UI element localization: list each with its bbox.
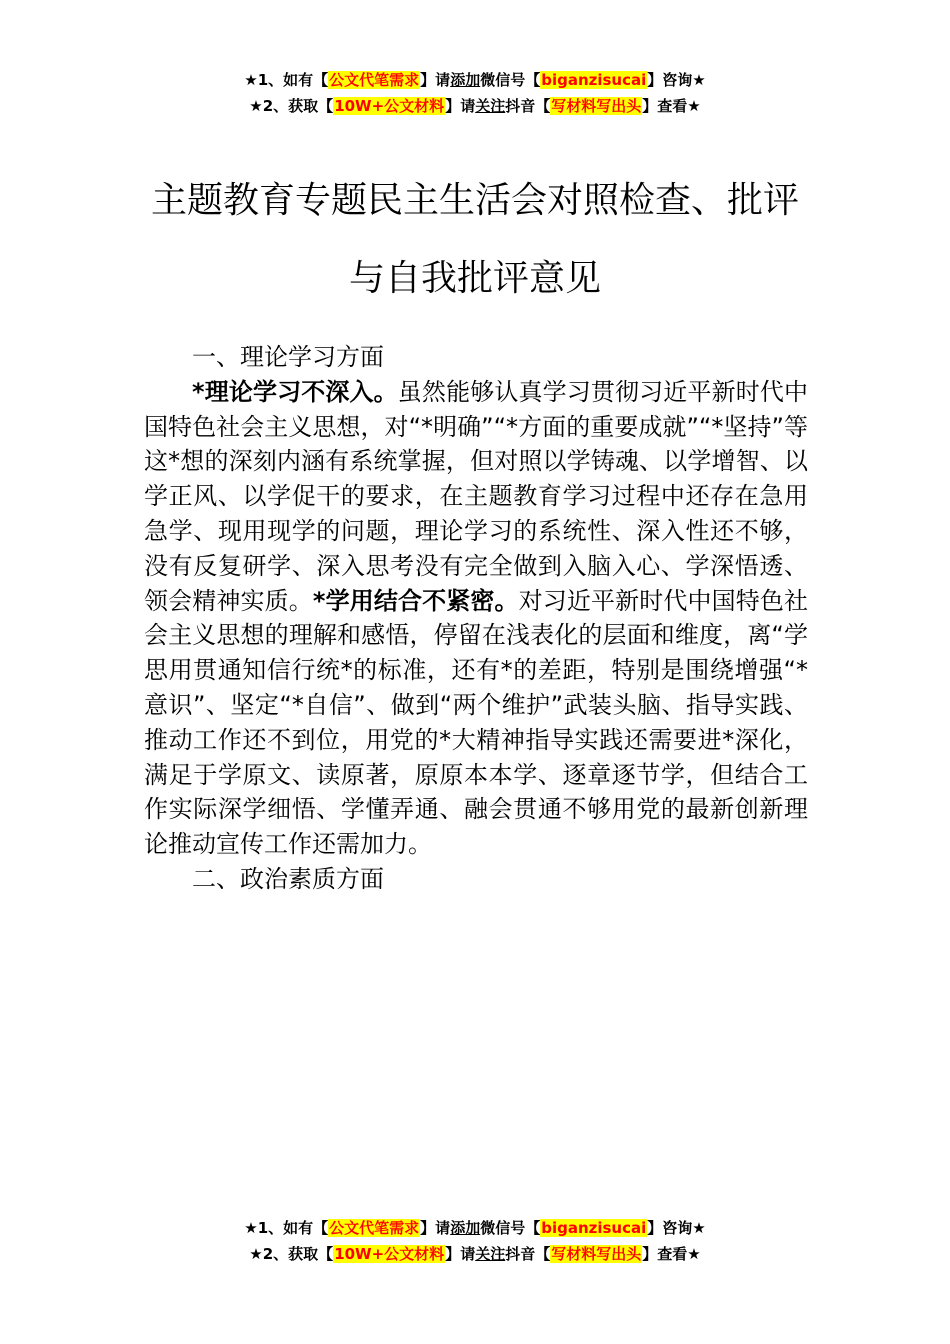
banner-highlight: 写材料写出头	[551, 97, 642, 115]
banner-line-1	[0, 67, 950, 93]
banner-underlined: 关注	[475, 97, 506, 115]
banner-line-2	[0, 93, 950, 119]
banner-highlight: biganzisucai	[541, 71, 647, 89]
banner-text: 】请	[445, 97, 476, 115]
banner-text: 】查看★	[642, 1245, 701, 1263]
banner-highlight: 10W+公文材料	[334, 97, 445, 115]
banner-text: ★1、如有【	[244, 71, 329, 89]
banner-highlight: 写材料写出头	[551, 1245, 642, 1263]
banner-text: 】查看★	[642, 97, 701, 115]
bold-lead: *学用结合不紧密。	[312, 586, 519, 615]
banner-text: 】咨询★	[647, 71, 706, 89]
banner-underlined: 添加	[450, 1219, 481, 1237]
section-heading: 一、理论学习方面	[192, 343, 384, 371]
banner-underlined: 添加	[450, 71, 481, 89]
banner-text: 抖音【	[505, 97, 551, 115]
banner-text: 】请	[420, 71, 451, 89]
banner-line-2	[0, 1241, 950, 1267]
banner-text: 微信号【	[480, 71, 541, 89]
banner-highlight: biganzisucai	[541, 1219, 647, 1237]
banner-text: 】咨询★	[647, 1219, 706, 1237]
banner-highlight: 公文代笔需求	[329, 1219, 420, 1237]
banner-text: 微信号【	[480, 1219, 541, 1237]
document-title	[0, 162, 950, 318]
header-banner	[0, 67, 950, 119]
title-line-1: 主题教育专题民主生活会对照检查、批评	[150, 180, 799, 221]
footer-banner	[0, 1215, 950, 1267]
banner-highlight: 公文代笔需求	[329, 71, 420, 89]
banner-text: ★1、如有【	[244, 1219, 329, 1237]
banner-text: 抖音【	[505, 1245, 551, 1263]
document-body	[144, 340, 808, 897]
banner-highlight: 10W+公文材料	[334, 1245, 445, 1263]
banner-text: 】请	[420, 1219, 451, 1237]
section-heading: 二、政治素质方面	[192, 864, 384, 893]
body-paragraph	[144, 375, 808, 862]
paragraph-text: 对习近平新时代中国特色社会主义思想的理解和感悟，停留在浅表化的层面和维度，离“学思用贯通知信行统*的标准，还有*的差距，特别是围绕增强“*意识”、坚定“*自信”、做到“两个维护”武装头脑、指导实践、推动工作还不到位，用党的*大精神指导实践还需要进*深化，满足于学原文、读原著，原原本本学、逐章逐节学，但结合工作实际深学细悟、学懂弄通、融会贯通不够用党的最新创新理论推动宣传工作还需加力。	[144, 586, 808, 859]
paragraph-text: 虽然能够认真学习贯彻习近平新时代中国特色社会主义思想，对“*明确”“*方面的重要成就”“*坚持”等这*想的深刻内涵有系统掌握，但对照以学铸魂、以学增智、以学正风、以学促干的要求，在主题教育学习过程中还存在急用急学、现用现学的问题，理论学习的系统性、深入性还不够，没有反复研学、深入思考没有完全做到入脑入心、学深悟透、领会精神实质。	[144, 377, 808, 615]
banner-underlined: 关注	[475, 1245, 506, 1263]
banner-text: 】请	[445, 1245, 476, 1263]
banner-text: ★2、获取【	[249, 97, 334, 115]
banner-line-1	[0, 1215, 950, 1241]
banner-text: ★2、获取【	[249, 1245, 334, 1263]
title-line-2: 与自我批评意见	[348, 258, 601, 299]
bold-lead: *理论学习不深入。	[192, 377, 398, 406]
